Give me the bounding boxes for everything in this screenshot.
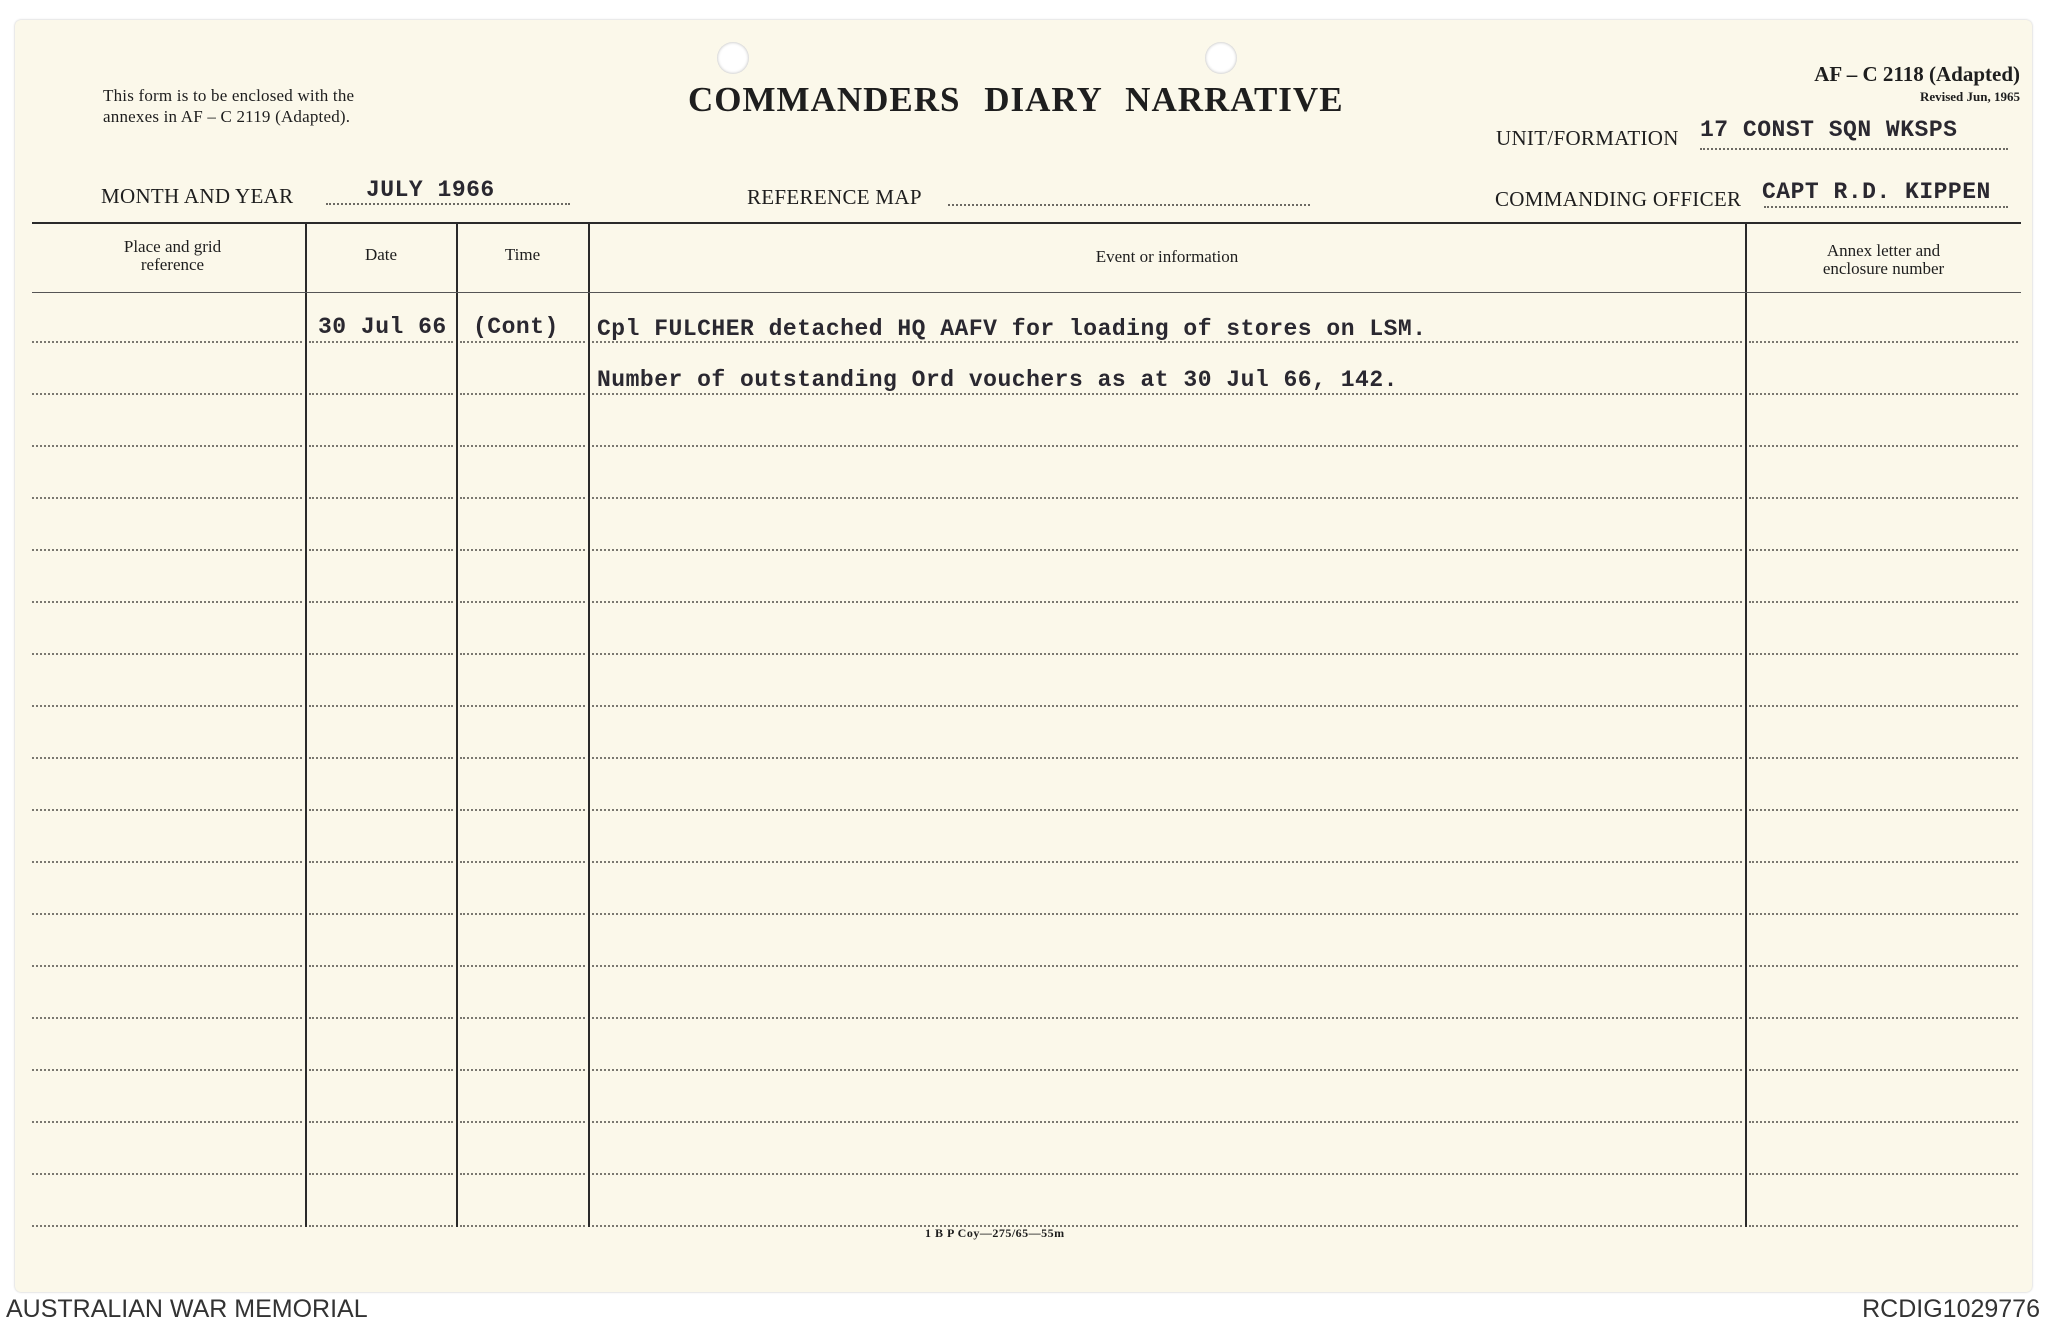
row-rule: [460, 809, 585, 811]
row-rule: [1749, 601, 2018, 603]
column-divider-place-date: [305, 222, 307, 1227]
row-rule: [592, 861, 1742, 863]
column-header-time: Time: [504, 245, 541, 264]
row-rule: [32, 393, 302, 395]
row-rule: [460, 1017, 585, 1019]
commanding-officer-label: COMMANDING OFFICER: [1495, 187, 1742, 211]
unit-formation-label: UNIT/FORMATION: [1496, 126, 1679, 150]
row-rule: [592, 1069, 1742, 1071]
column-header-place: [40, 238, 305, 274]
row-rule: [32, 861, 302, 863]
row-rule: [592, 1017, 1742, 1019]
row-rule: [32, 601, 302, 603]
month-year-line: [326, 203, 570, 205]
commanding-officer-line: [1764, 206, 2008, 208]
row-rule: [32, 341, 302, 343]
row-rule: [309, 1225, 453, 1227]
row-rule: [592, 705, 1742, 707]
row-rule: [1749, 549, 2018, 551]
entry-2-event: Number of outstanding Ord vouchers as at 30 Jul 66, 142.: [597, 367, 1398, 393]
column-header-annex: [1746, 242, 2021, 278]
row-rule: [32, 965, 302, 967]
row-rule: [309, 1121, 453, 1123]
row-rule: [592, 549, 1742, 551]
row-rule: [309, 809, 453, 811]
column-divider-time-event: [588, 222, 590, 1227]
row-rule: [460, 1069, 585, 1071]
row-rule: [1749, 965, 2018, 967]
reference-map-line: [948, 204, 1310, 206]
row-rule: [592, 445, 1742, 447]
row-rule: [309, 653, 453, 655]
row-rule: [309, 393, 453, 395]
archive-caption-right: RCDIG1029776: [1862, 1295, 2040, 1323]
column-header-place-line1: Place and grid: [123, 237, 222, 256]
row-rule: [1749, 809, 2018, 811]
row-rule: [1749, 393, 2018, 395]
table-top-rule: [32, 222, 2021, 224]
row-rule: [460, 341, 585, 343]
row-rule: [460, 497, 585, 499]
row-rule: [32, 757, 302, 759]
row-rule: [460, 1121, 585, 1123]
month-year-value: JULY 1966: [366, 177, 495, 203]
row-rule: [32, 913, 302, 915]
row-rule: [460, 653, 585, 655]
punch-hole-right: [1205, 42, 1237, 74]
unit-formation-value: 17 CONST SQN WKSPS: [1700, 117, 1958, 143]
column-header-event: Event or information: [1095, 247, 1239, 266]
column-header-place-line2: reference: [140, 255, 205, 274]
row-rule: [32, 445, 302, 447]
header-bottom-rule: [32, 292, 2021, 293]
row-rule: [32, 1017, 302, 1019]
row-rule: [460, 393, 585, 395]
row-rule: [32, 497, 302, 499]
row-rule: [309, 1069, 453, 1071]
punch-hole-left: [717, 42, 749, 74]
row-rule: [460, 913, 585, 915]
row-rule: [1749, 1121, 2018, 1123]
row-rule: [460, 861, 585, 863]
column-divider-event-annex: [1745, 222, 1747, 1227]
column-header-date: Date: [364, 245, 398, 264]
row-rule: [592, 1121, 1742, 1123]
row-rule: [592, 1225, 1742, 1227]
row-rule: [32, 549, 302, 551]
row-rule: [460, 965, 585, 967]
row-rule: [1749, 1017, 2018, 1019]
row-rule: [592, 653, 1742, 655]
enclosure-note-line1: This form is to be enclosed with the: [103, 86, 355, 105]
entry-1-time: (Cont): [473, 314, 559, 340]
row-rule: [32, 1173, 302, 1175]
row-rule: [32, 705, 302, 707]
row-rule: [1749, 1069, 2018, 1071]
row-rule: [1749, 913, 2018, 915]
row-rule: [309, 965, 453, 967]
column-divider-date-time: [456, 222, 458, 1227]
archive-caption-left: AUSTRALIAN WAR MEMORIAL: [6, 1295, 368, 1323]
row-rule: [592, 393, 1742, 395]
row-rule: [309, 341, 453, 343]
row-rule: [592, 601, 1742, 603]
row-rule: [592, 1173, 1742, 1175]
row-rule: [309, 1017, 453, 1019]
row-rule: [309, 549, 453, 551]
row-rule: [460, 757, 585, 759]
row-rule: [32, 1225, 302, 1227]
revised-date: Revised Jun, 1965: [1919, 89, 2020, 104]
row-rule: [1749, 757, 2018, 759]
row-rule: [1749, 653, 2018, 655]
row-rule: [1749, 445, 2018, 447]
row-rule: [32, 1121, 302, 1123]
row-rule: [1749, 861, 2018, 863]
row-rule: [309, 861, 453, 863]
entry-1-event: Cpl FULCHER detached HQ AAFV for loading of stores on LSM.: [597, 316, 1427, 342]
row-rule: [309, 497, 453, 499]
row-rule: [1749, 497, 2018, 499]
reference-map-label: REFERENCE MAP: [747, 185, 922, 209]
row-rule: [32, 809, 302, 811]
row-rule: [460, 549, 585, 551]
row-rule: [592, 757, 1742, 759]
month-year-label: MONTH AND YEAR: [101, 184, 294, 208]
row-rule: [592, 497, 1742, 499]
row-rule: [1749, 1225, 2018, 1227]
unit-formation-line: [1700, 148, 2008, 150]
row-rule: [592, 913, 1742, 915]
form-title: COMMANDERS DIARY NARRATIVE: [688, 80, 1344, 119]
row-rule: [460, 1173, 585, 1175]
row-rule: [592, 965, 1742, 967]
commanding-officer-value: CAPT R.D. KIPPEN: [1762, 179, 1991, 205]
entry-1-date: 30 Jul 66: [318, 314, 447, 340]
column-header-annex-line2: enclosure number: [1822, 259, 1945, 278]
row-rule: [309, 1173, 453, 1175]
row-rule: [309, 913, 453, 915]
row-rule: [32, 653, 302, 655]
row-rule: [309, 705, 453, 707]
row-rule: [309, 757, 453, 759]
enclosure-note: [103, 85, 443, 127]
row-rule: [460, 1225, 585, 1227]
column-header-annex-line1: Annex letter and: [1826, 241, 1941, 260]
row-rule: [592, 809, 1742, 811]
row-rule: [460, 601, 585, 603]
row-rule: [1749, 341, 2018, 343]
form-number: AF – C 2118 (Adapted): [1814, 62, 2020, 86]
row-rule: [309, 601, 453, 603]
row-rule: [1749, 1173, 2018, 1175]
row-rule: [460, 445, 585, 447]
row-rule: [32, 1069, 302, 1071]
row-rule: [1749, 705, 2018, 707]
printer-mark: 1 B P Coy—275/65—55m: [925, 1226, 1065, 1240]
row-rule: [460, 705, 585, 707]
enclosure-note-line2: annexes in AF – C 2119 (Adapted).: [103, 107, 351, 126]
row-rule: [309, 445, 453, 447]
